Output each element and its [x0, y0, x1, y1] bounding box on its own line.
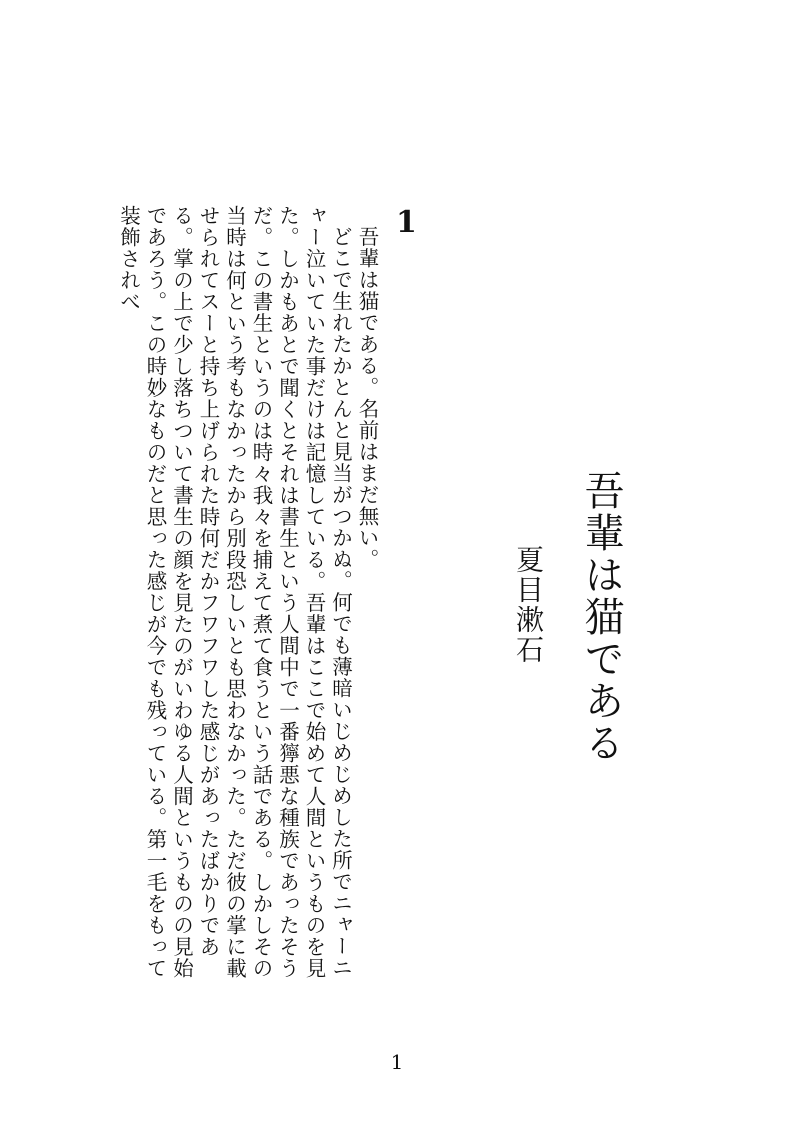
chapter-number: 1: [396, 205, 417, 240]
paragraph-1: 吾輩は猫である。名前はまだ無い。: [355, 225, 379, 570]
paragraph-2: どこで生れたかとんと見当がつかぬ。何でも薄暗いじめじめした所でニャーニャー泣いていた事だけは記憶している。吾輩はここで始めて人間というものを見た。しかもあとで聞くとそれは書生という人間中で一番獰悪な種族であったそうだ。この書生というのは時々我々を捕えて煮て食うという話である。しかしその当時は何という考もなかったから別段恐しいとも思わなかった。ただ彼の掌に載せられてスーと持ち上げられた時何だかフワフワした感じがあったばかりである。掌の上で少し落ちついて書生の顔を見たのがいわゆる人間というものの見始であろう。この時妙なものだと思った感じが今でも残っている。第一毛をもって装飾されべ: [116, 205, 353, 979]
book-author: 夏目漱石: [512, 545, 545, 665]
page-number: 1: [390, 1050, 404, 1074]
chapter-body: [80, 205, 380, 985]
book-title: 吾輩は猫である: [578, 470, 624, 764]
